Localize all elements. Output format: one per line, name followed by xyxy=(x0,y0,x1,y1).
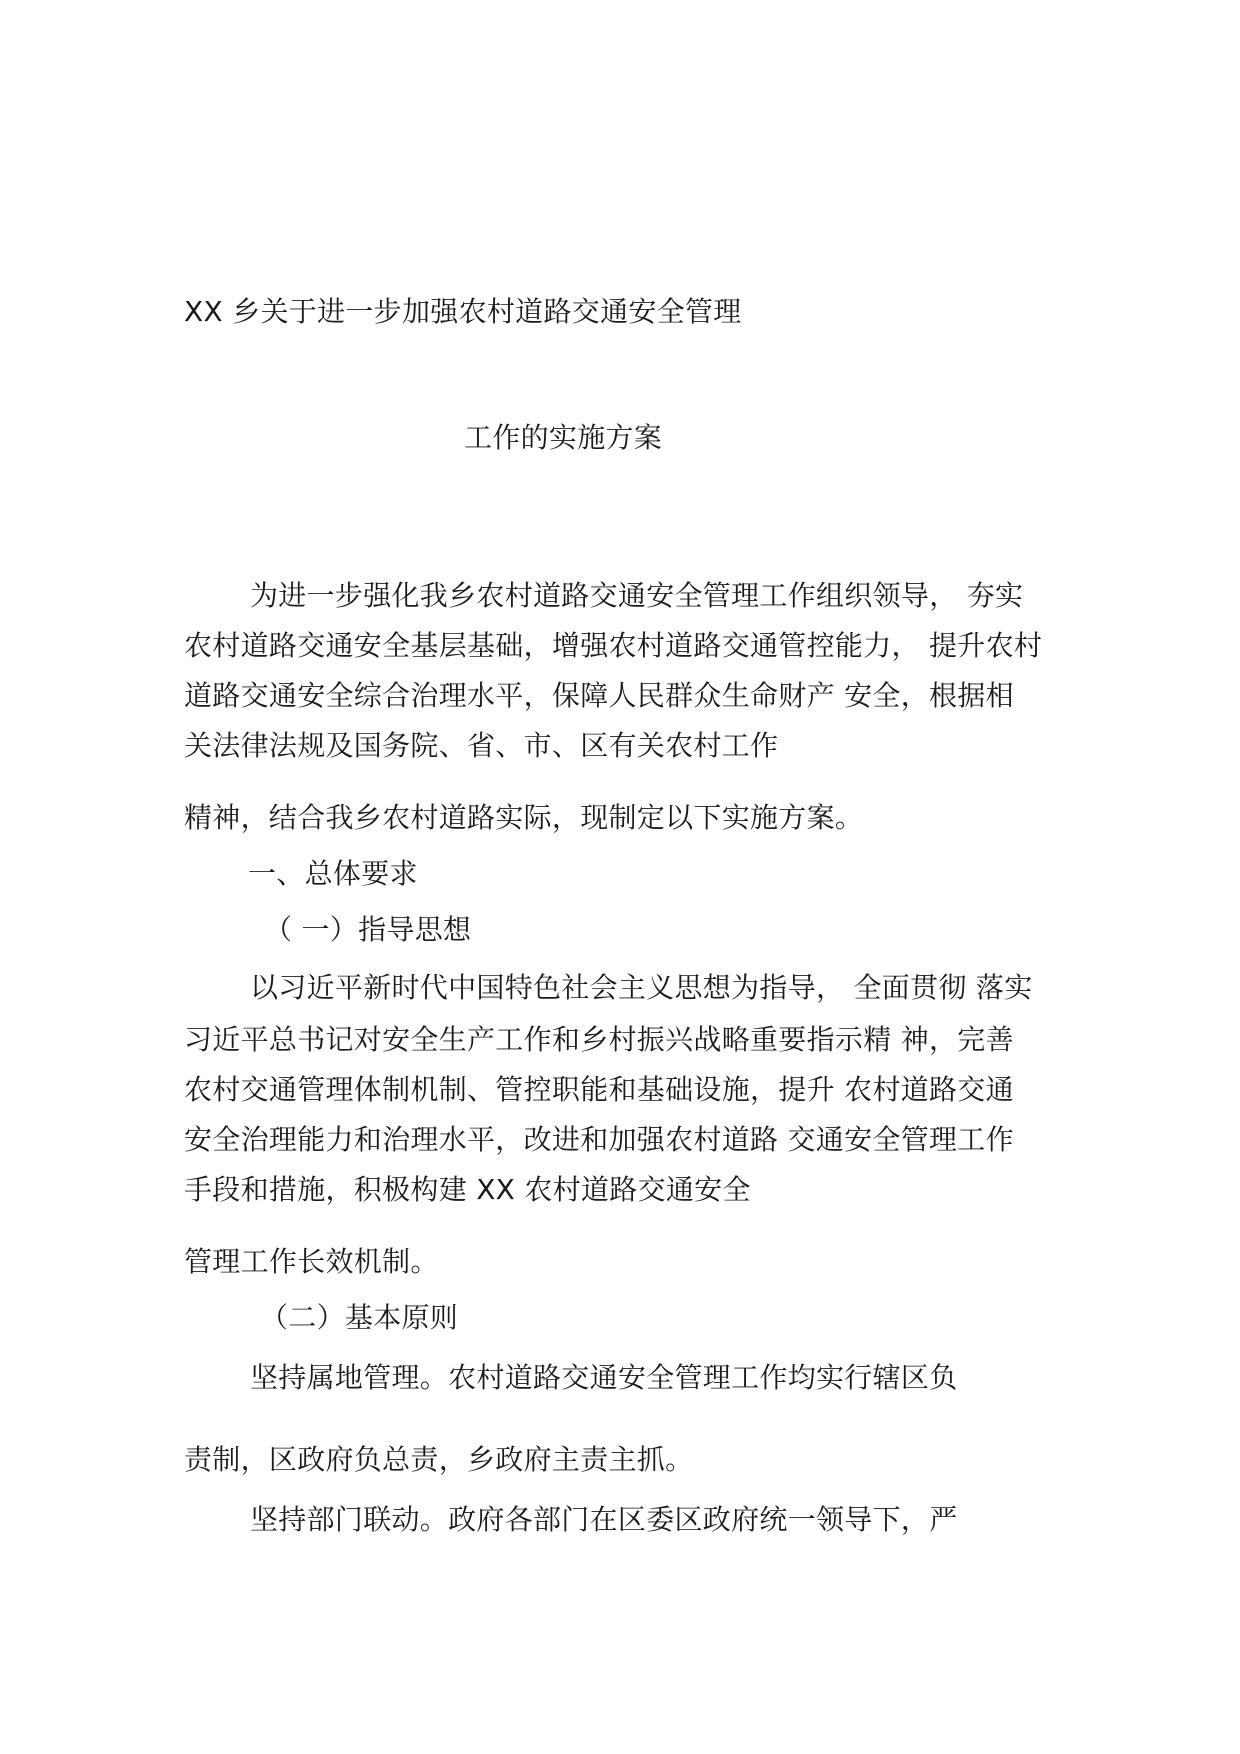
paragraph-line: 安全治理能力和治理水平，改进和加强农村道路 交通安全管理工作 xyxy=(184,1123,1014,1156)
paragraph-line: 坚持部门联动。政府各部门在区委区政府统一领导下，严 xyxy=(250,1503,958,1536)
paragraph-line: 关法律法规及国务院、省、市、区有关农村工作 xyxy=(184,729,779,762)
paragraph-line: 农村道路交通安全基层基础，增强农村道路交通管控能力， 提升农村 xyxy=(184,629,1043,662)
document-title-line1: XX 乡关于进一步加强农村道路交通安全管理 xyxy=(184,295,742,328)
paragraph-line: 管理工作长效机制。 xyxy=(184,1245,439,1278)
subsection-heading: （二）基本原则 xyxy=(260,1301,459,1334)
paragraph-line: 责制，区政府负总责，乡政府主责主抓。 xyxy=(184,1443,694,1476)
paragraph-line: 习近平总书记对安全生产工作和乡村振兴战略重要指示精 神，完善 xyxy=(184,1023,1014,1056)
paragraph-line: 以习近平新时代中国特色社会主义思想为指导， 全面贯彻 落实 xyxy=(250,971,1033,1004)
paragraph-line: 坚持属地管理。农村道路交通安全管理工作均实行辖区负 xyxy=(250,1361,958,1394)
paragraph-line: 手段和措施，积极构建 XX 农村道路交通安全 xyxy=(184,1173,751,1206)
subsection-heading: （ 一）指导思想 xyxy=(264,913,472,946)
paragraph-line: 为进一步强化我乡农村道路交通安全管理工作组织领导， 夯实 xyxy=(250,579,1024,612)
paragraph-line: 农村交通管理体制机制、管控职能和基础设施，提升 农村道路交通 xyxy=(184,1073,1014,1106)
section-heading: 一、总体要求 xyxy=(248,857,418,890)
paragraph-line: 精神，结合我乡农村道路实际，现制定以下实施方案。 xyxy=(184,801,864,834)
document-title-line2: 工作的实施方案 xyxy=(464,421,663,454)
paragraph-line: 道路交通安全综合治理水平，保障人民群众生命财产 安全，根据相 xyxy=(184,679,1014,712)
